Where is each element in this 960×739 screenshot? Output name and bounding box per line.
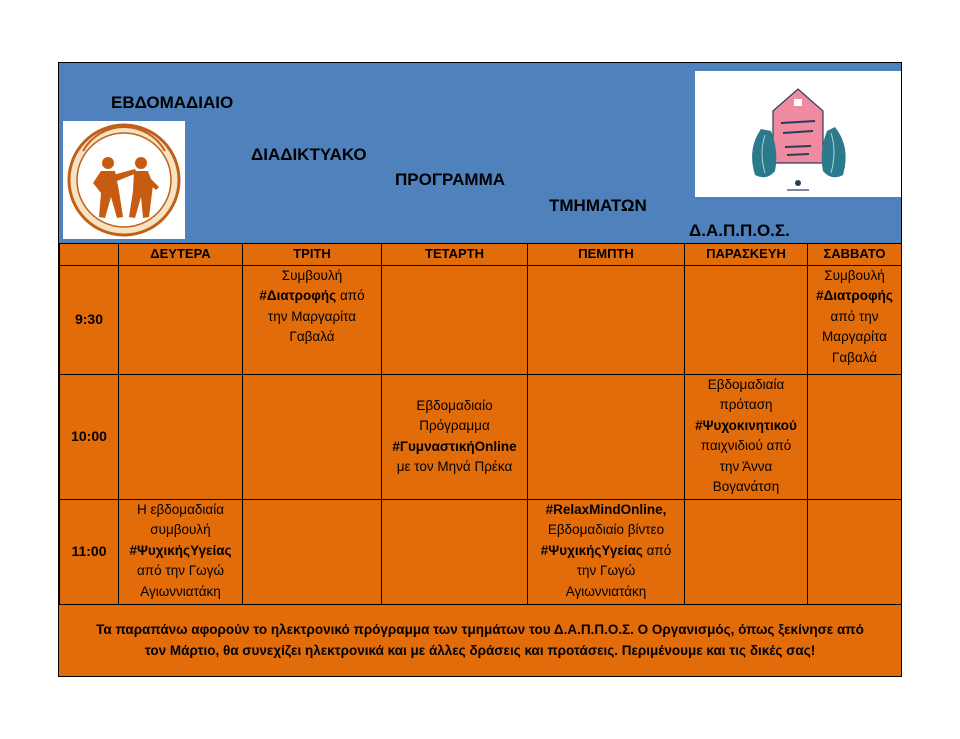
activity-line: Η εβδομαδιαία	[136, 501, 224, 517]
day-header-friday: ΠΑΡΑΣΚΕΥΗ	[685, 244, 808, 266]
activity-hashtag: #ΓυμναστικήOnline	[392, 438, 517, 454]
footer-line-2: τον Μάρτιο, θα συνεχίζει ηλεκτρονικά και με άλλες δράσεις και προτάσεις. Περιμένουμε και τις δικές σας!	[144, 643, 816, 658]
activity-line: με τον Μηνά Πρέκα	[396, 459, 513, 474]
title-word-3: ΠΡΟΓΡΑΜΜΑ	[395, 170, 506, 189]
schedule-sheet	[58, 62, 902, 677]
title-word-5: Δ.Α.Π.Π.Ο.Σ.	[689, 221, 790, 240]
schedule-cell-activity	[685, 374, 808, 499]
schedule-cell	[685, 499, 808, 604]
activity-line	[528, 541, 684, 562]
organization-logo	[63, 121, 185, 239]
schedule-cell-activity	[528, 499, 685, 604]
day-header-saturday: ΣΑΒΒΑΤΟ	[808, 244, 902, 266]
corner-cell	[60, 244, 119, 266]
footer-note	[59, 604, 901, 676]
activity-line: πρόταση	[719, 397, 773, 412]
table-header-row	[60, 244, 902, 266]
activity-text: από	[642, 542, 672, 558]
activity-hashtag: #RelaxMindOnline,	[545, 501, 667, 517]
time-slot: 9:30	[60, 265, 119, 374]
schedule-cell-activity	[808, 265, 902, 374]
table-row	[60, 374, 902, 499]
activity-line: Εβδομαδιαίο βίντεο	[547, 522, 665, 537]
activity-line	[243, 286, 381, 307]
header-banner	[59, 63, 901, 243]
activity-text: από	[336, 288, 365, 303]
title-word-2: ΔΙΑΔΙΚΤΥΑΚΟ	[251, 145, 367, 164]
activity-line: Αγιωννιατάκη	[140, 583, 221, 599]
schedule-cell	[528, 265, 685, 374]
day-header-tuesday: ΤΡΙΤΗ	[243, 244, 382, 266]
weekly-schedule-table	[59, 243, 902, 605]
footer-line-1: Τα παραπάνω αφορούν το ηλεκτρονικό πρόγραμμα των τμημάτων του Δ.Α.Π.Π.Ο.Σ. Ο Οργανισμός, όπως ξεκίνησε από	[96, 622, 864, 637]
activity-line: Βογανάτση	[712, 479, 780, 494]
schedule-cell	[119, 265, 243, 374]
activity-line: Γαβαλά	[289, 329, 335, 344]
activity-hashtag: #Ψυχοκινητικού	[695, 417, 797, 433]
activity-line	[119, 541, 242, 562]
schedule-cell	[808, 374, 902, 499]
activity-hashtag: #ΨυχικήςΥγείας	[540, 542, 643, 558]
activity-hashtag: #Διατροφής	[259, 288, 337, 303]
title-word-1: ΕΒΔΟΜΑΔΙΑΙΟ	[111, 93, 234, 112]
activity-line: Αγιωννιατάκη	[565, 583, 647, 599]
schedule-cell	[685, 265, 808, 374]
schedule-cell-activity	[119, 499, 243, 604]
activity-line: συμβουλή	[150, 522, 211, 537]
activity-line: από την	[830, 308, 879, 324]
activity-hashtag: #Διατροφής	[816, 288, 893, 303]
activity-line: Πρόγραμμα	[419, 418, 490, 433]
activity-line: την Γωγώ	[576, 563, 636, 578]
day-header-thursday: ΠΕΜΠΤΗ	[528, 244, 685, 266]
activity-line: Εβδομαδιαίο	[416, 397, 493, 413]
activity-line: Γαβαλά	[831, 349, 878, 365]
schedule-cell-activity	[382, 374, 528, 499]
schedule-cell	[528, 374, 685, 499]
activity-line: Εβδομαδιαία	[707, 376, 785, 392]
time-slot: 10:00	[60, 374, 119, 499]
activity-line	[685, 416, 807, 437]
activity-line	[528, 500, 684, 521]
activity-hashtag: #ΨυχικήςΥγείας	[129, 542, 232, 558]
activity-line	[382, 437, 527, 458]
schedule-cell	[382, 265, 528, 374]
schedule-cell	[119, 374, 243, 499]
schedule-cell-activity	[243, 265, 382, 374]
activity-line: Συμβουλή	[281, 267, 343, 283]
schedule-cell	[243, 374, 382, 499]
activity-line: Μαργαρίτα	[822, 329, 887, 344]
schedule-cell	[243, 499, 382, 604]
day-header-wednesday: ΤΕΤΑΡΤΗ	[382, 244, 528, 266]
activity-line: την Άννα	[719, 458, 773, 474]
table-row	[60, 499, 902, 604]
activity-line: την Μαργαρίτα	[267, 308, 357, 324]
activity-line	[808, 286, 901, 307]
activity-line: Συμβουλή	[824, 267, 885, 283]
time-slot: 11:00	[60, 499, 119, 604]
stay-home-logo	[695, 71, 901, 197]
day-header-monday: ΔΕΥΤΕΡΑ	[119, 244, 243, 266]
activity-line: παιχνιδιού από	[700, 438, 792, 453]
activity-line: από την Γωγώ	[137, 563, 224, 578]
table-row	[60, 265, 902, 374]
schedule-cell	[382, 499, 528, 604]
schedule-cell	[808, 499, 902, 604]
title-word-4: ΤΜΗΜΑΤΩΝ	[549, 196, 647, 215]
